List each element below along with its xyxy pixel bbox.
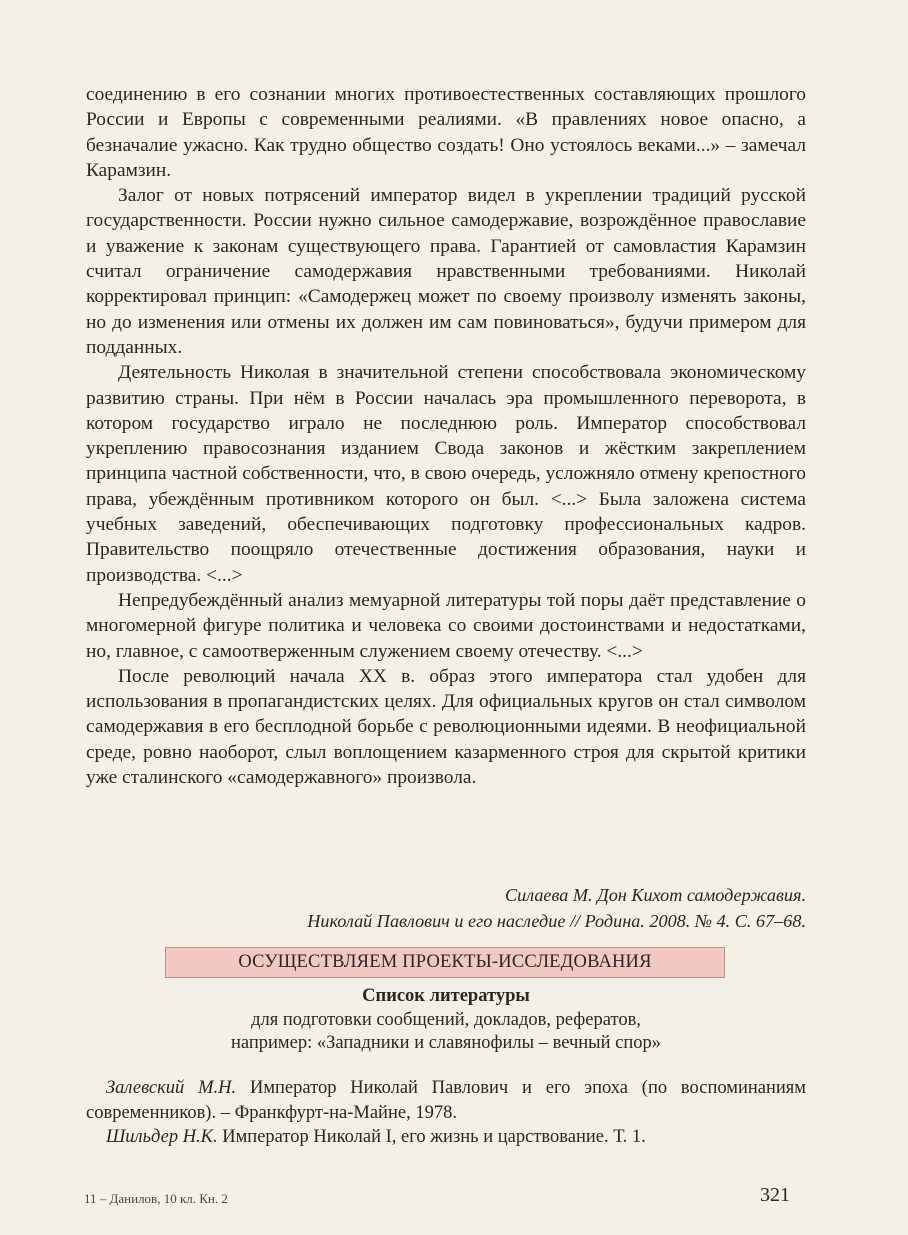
main-text (86, 82, 806, 790)
reference-author: Залевский М.Н. (106, 1078, 237, 1098)
reference-text: Император Николай Павлович и его эпоха (по воспоминаниям современников). – Франкфурт-на-Майне, 1978. (86, 1078, 806, 1123)
section-title: ОСУЩЕСТВЛЯЕМ ПРОЕКТЫ-ИССЛЕДОВАНИЯ (238, 952, 652, 972)
paragraph: Непредубеждённый анализ мемуарной литературы той поры даёт представление о многомерной фигуре политика и человека со своими достоинствами и недостатками, но, главное, с самоотверженным служением своему отечеству. <...> (86, 589, 806, 662)
print-signature: 11 – Данилов, 10 кл. Кн. 2 (84, 1191, 228, 1206)
page-number: 321 (760, 1184, 790, 1206)
bibliography-subtitle: например: «Западники и славянофилы – вечный спор» (231, 1033, 661, 1053)
paragraph: Деятельность Николая в значительной степени способствовала экономическому развитию страны. При нём в России началась эра промышленного переворота, в котором государство играло не последнюю роль. Император способствовал укреплению правосознания изданием Свода законов и жёстким закреплением принципа частной собственности, что, в свою очередь, усложняло отмену крепостного права, убеждённым противником которого он был. <...> Была заложена система учебных заведений, обеспечивающих подготовку профессиональных кадров. Правительство поощряло отечественные достижения образования, науки и производства. <...> (86, 362, 806, 586)
reference-author: Шильдер Н.К. (106, 1127, 218, 1147)
paragraph: Залог от новых потрясений император видел в укреплении традиций русской государственности. России нужно сильное самодержавие, возрождённое православие и уважение к законам существующего права. Гарантией от самовластия Карамзин считал ограничение самодержавия нравственными требованиями. Николай корректировал принцип: «Самодержец может по своему произволу изменять законы, но до изменения или отмены их должен им сам повиноваться», будучи примером для подданных. (86, 185, 806, 358)
reference-text: Император Николай I, его жизнь и царствование. Т. 1. (217, 1127, 646, 1147)
source-citation-line: Силаева М. Дон Кихот самодержавия. (504, 885, 806, 905)
bibliography-header (86, 985, 806, 1056)
bibliography-subtitle: для подготовки сообщений, докладов, рефератов, (251, 1009, 641, 1030)
bibliography-title: Список литературы (362, 986, 530, 1006)
paragraph-continuation: соединению в его сознании многих противоестественных составляющих прошлого России и Европы с современными реалиями. «В правлениях новое опасно, а безначалие ужасно. Как трудно общество создать! Оно устоялось веками...» – замечал Карамзин. (86, 84, 806, 181)
bibliography-item (86, 1125, 806, 1150)
bibliography-list (86, 1076, 806, 1150)
source-citation (86, 883, 806, 934)
source-citation-line: Николай Павлович и его наследие // Родина. 2008. № 4. С. 67–68. (307, 910, 806, 931)
paragraph: После революций начала XX в. образ этого императора стал удобен для использования в пропагандистских целях. Для официальных кругов он стал символом самодержавия в его бесплодной борьбе с революционными идеями. В неофициальной среде, ровно наоборот, слыл воплощением казарменного строя для скрытой критики уже сталинского «самодержавного» произвола. (86, 665, 806, 789)
bibliography-item (86, 1076, 806, 1125)
section-header (165, 947, 725, 978)
